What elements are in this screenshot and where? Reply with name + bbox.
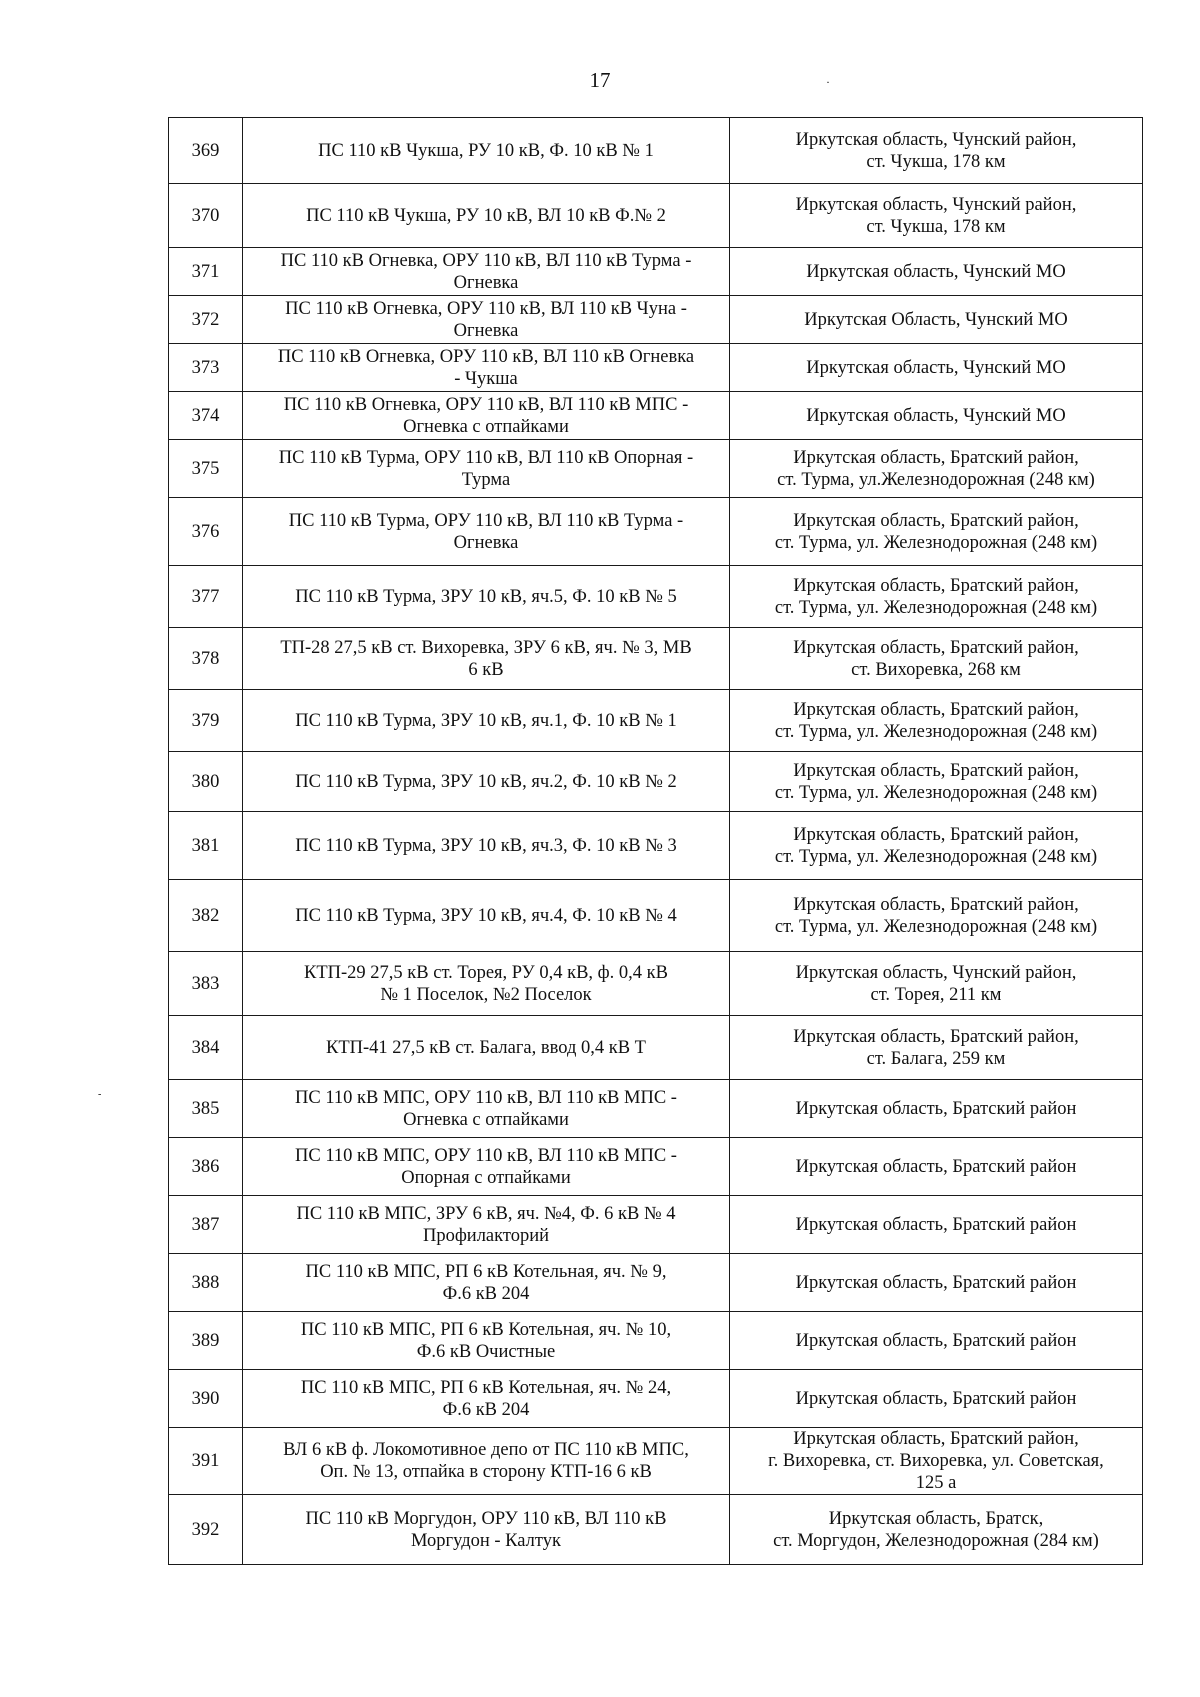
row-number: 384	[169, 1016, 243, 1080]
object-location: Иркутская область, Чунский МО	[730, 392, 1143, 440]
row-number: 381	[169, 812, 243, 880]
object-location: Иркутская область, Чунский МО	[730, 344, 1143, 392]
object-location: Иркутская область, Братский район	[730, 1370, 1143, 1428]
object-location: Иркутская область, Братский район, ст. Турма, ул. Железнодорожная (248 км)	[730, 498, 1143, 566]
row-number: 391	[169, 1428, 243, 1495]
table-row	[169, 1016, 1143, 1080]
row-number: 369	[169, 118, 243, 184]
object-location: Иркутская область, Братский район, ст. Турма, ул. Железнодорожная (248 км)	[730, 752, 1143, 812]
object-location: Иркутская область, Братский район	[730, 1254, 1143, 1312]
object-location: Иркутская область, Братский район, ст. Турма, ул. Железнодорожная (248 км)	[730, 880, 1143, 952]
object-location: Иркутская Область, Чунский МО	[730, 296, 1143, 344]
object-name: ПС 110 кВ Моргудон, ОРУ 110 кВ, ВЛ 110 кВ Моргудон - Калтук	[243, 1495, 730, 1565]
table-row	[169, 752, 1143, 812]
object-name: КТП-29 27,5 кВ ст. Торея, РУ 0,4 кВ, ф. 0,4 кВ № 1 Поселок, №2 Поселок	[243, 952, 730, 1016]
row-number: 372	[169, 296, 243, 344]
table-row	[169, 690, 1143, 752]
page-number: 17	[589, 68, 611, 92]
object-location: Иркутская область, Братский район, г. Вихоревка, ст. Вихоревка, ул. Советская, 125 а	[730, 1428, 1143, 1495]
row-number: 379	[169, 690, 243, 752]
object-location: Иркутская область, Чунский район, ст. Торея, 211 км	[730, 952, 1143, 1016]
object-name: ПС 110 кВ Чукша, РУ 10 кВ, ВЛ 10 кВ Ф.№ 2	[243, 184, 730, 248]
row-number: 390	[169, 1370, 243, 1428]
object-name: ПС 110 кВ Огневка, ОРУ 110 кВ, ВЛ 110 кВ Чуна - Огневка	[243, 296, 730, 344]
table-row	[169, 566, 1143, 628]
object-name: ПС 110 кВ Чукша, РУ 10 кВ, Ф. 10 кВ № 1	[243, 118, 730, 184]
table-row	[169, 248, 1143, 296]
table-row	[169, 392, 1143, 440]
row-number: 371	[169, 248, 243, 296]
object-location: Иркутская область, Братский район, ст. Вихоревка, 268 км	[730, 628, 1143, 690]
table-row	[169, 296, 1143, 344]
object-location: Иркутская область, Братский район, ст. Турма, ул. Железнодорожная (248 км)	[730, 566, 1143, 628]
row-number: 386	[169, 1138, 243, 1196]
object-name: ПС 110 кВ МПС, РП 6 кВ Котельная, яч. № 9, Ф.6 кВ 204	[243, 1254, 730, 1312]
row-number: 383	[169, 952, 243, 1016]
object-name: ПС 110 кВ МПС, РП 6 кВ Котельная, яч. № 10, Ф.6 кВ Очистные	[243, 1312, 730, 1370]
row-number: 387	[169, 1196, 243, 1254]
object-name: КТП-41 27,5 кВ ст. Балага, ввод 0,4 кВ Т	[243, 1016, 730, 1080]
table-row	[169, 440, 1143, 498]
object-name: ПС 110 кВ Турма, ЗРУ 10 кВ, яч.1, Ф. 10 кВ № 1	[243, 690, 730, 752]
table-row	[169, 1254, 1143, 1312]
object-location: Иркутская область, Братский район, ст. Турма, ул. Железнодорожная (248 км)	[730, 690, 1143, 752]
row-number: 389	[169, 1312, 243, 1370]
object-name: ПС 110 кВ Турма, ЗРУ 10 кВ, яч.4, Ф. 10 кВ № 4	[243, 880, 730, 952]
table-row	[169, 812, 1143, 880]
object-name: ПС 110 кВ Турма, ОРУ 110 кВ, ВЛ 110 кВ Опорная - Турма	[243, 440, 730, 498]
object-name: ПС 110 кВ Огневка, ОРУ 110 кВ, ВЛ 110 кВ Турма - Огневка	[243, 248, 730, 296]
table-row	[169, 1080, 1143, 1138]
table-row	[169, 628, 1143, 690]
table-row	[169, 1428, 1143, 1495]
row-number: 375	[169, 440, 243, 498]
object-location: Иркутская область, Чунский район, ст. Чукша, 178 км	[730, 184, 1143, 248]
object-name: ПС 110 кВ Турма, ЗРУ 10 кВ, яч.2, Ф. 10 кВ № 2	[243, 752, 730, 812]
object-name: ПС 110 кВ Огневка, ОРУ 110 кВ, ВЛ 110 кВ Огневка - Чукша	[243, 344, 730, 392]
row-number: 370	[169, 184, 243, 248]
row-number: 385	[169, 1080, 243, 1138]
object-location: Иркутская область, Чунский район, ст. Чукша, 178 км	[730, 118, 1143, 184]
object-name: ТП-28 27,5 кВ ст. Вихоревка, ЗРУ 6 кВ, яч. № 3, МВ 6 кВ	[243, 628, 730, 690]
object-location: Иркутская область, Братский район, ст. Турма, ул. Железнодорожная (248 км)	[730, 812, 1143, 880]
row-number: 377	[169, 566, 243, 628]
row-number: 388	[169, 1254, 243, 1312]
object-name: ПС 110 кВ Огневка, ОРУ 110 кВ, ВЛ 110 кВ МПС - Огневка с отпайками	[243, 392, 730, 440]
table-row	[169, 498, 1143, 566]
row-number: 374	[169, 392, 243, 440]
object-name: ПС 110 кВ МПС, ОРУ 110 кВ, ВЛ 110 кВ МПС - Огневка с отпайками	[243, 1080, 730, 1138]
row-number: 378	[169, 628, 243, 690]
object-location: Иркутская область, Братский район	[730, 1312, 1143, 1370]
margin-mark: -	[98, 1089, 102, 1100]
object-location: Иркутская область, Братск, ст. Моргудон, Железнодорожная (284 км)	[730, 1495, 1143, 1565]
table-row	[169, 344, 1143, 392]
table-row	[169, 880, 1143, 952]
object-location: Иркутская область, Братский район	[730, 1138, 1143, 1196]
table-row	[169, 184, 1143, 248]
object-name: ПС 110 кВ МПС, РП 6 кВ Котельная, яч. № 24, Ф.6 кВ 204	[243, 1370, 730, 1428]
object-name: ПС 110 кВ МПС, ОРУ 110 кВ, ВЛ 110 кВ МПС - Опорная с отпайками	[243, 1138, 730, 1196]
table-row	[169, 1196, 1143, 1254]
row-number: 380	[169, 752, 243, 812]
table-row	[169, 952, 1143, 1016]
table-row	[169, 1370, 1143, 1428]
object-name: ПС 110 кВ Турма, ЗРУ 10 кВ, яч.3, Ф. 10 кВ № 3	[243, 812, 730, 880]
object-location: Иркутская область, Братский район	[730, 1080, 1143, 1138]
object-name: ВЛ 6 кВ ф. Локомотивное депо от ПС 110 кВ МПС, Оп. № 13, отпайка в сторону КТП-16 6 кВ	[243, 1428, 730, 1495]
object-location: Иркутская область, Братский район, ст. Балага, 259 км	[730, 1016, 1143, 1080]
object-name: ПС 110 кВ Турма, ЗРУ 10 кВ, яч.5, Ф. 10 кВ № 5	[243, 566, 730, 628]
table-row	[169, 118, 1143, 184]
registry-rows	[169, 118, 1143, 1565]
table-row	[169, 1495, 1143, 1565]
row-number: 373	[169, 344, 243, 392]
row-number: 382	[169, 880, 243, 952]
table-row	[169, 1312, 1143, 1370]
object-location: Иркутская область, Братский район, ст. Турма, ул.Железнодорожная (248 км)	[730, 440, 1143, 498]
object-name: ПС 110 кВ Турма, ОРУ 110 кВ, ВЛ 110 кВ Турма - Огневка	[243, 498, 730, 566]
object-location: Иркутская область, Братский район	[730, 1196, 1143, 1254]
row-number: 376	[169, 498, 243, 566]
row-number: 392	[169, 1495, 243, 1565]
registry-table	[168, 117, 1143, 1565]
page-dot: ·	[826, 75, 830, 89]
object-name: ПС 110 кВ МПС, ЗРУ 6 кВ, яч. №4, Ф. 6 кВ № 4 Профилакторий	[243, 1196, 730, 1254]
table-row	[169, 1138, 1143, 1196]
object-location: Иркутская область, Чунский МО	[730, 248, 1143, 296]
